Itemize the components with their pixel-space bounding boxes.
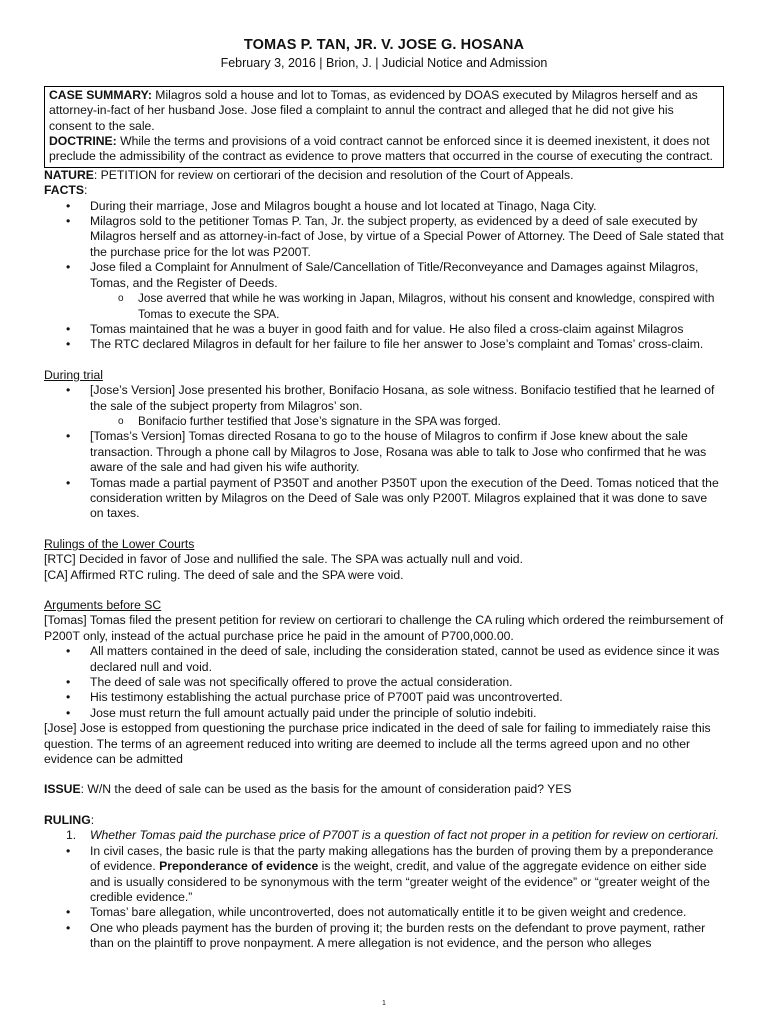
facts-label: FACTS xyxy=(44,183,84,198)
list-item: • [Tomas’s Version] Tomas directed Rosana to go to the house of Milagros to confirm if Jose knew about the sale transaction. Through a phone call by Milagros to Jose, Rosana was able to talk to Jose who confirmed that he was aware of the sale and had given his wife authority. xyxy=(44,429,724,475)
case-summary-text: Milagros sold a house and lot to Tomas, as evidenced by DOAS executed by Milagros herself and as attorney-in-fact of her husband Jose. Jose filed a complaint to annul the contract and alleged that he did not give his consent to the sale. xyxy=(49,87,698,133)
page-number: 1 xyxy=(382,1000,386,1007)
facts-list xyxy=(44,199,724,353)
ruling-list xyxy=(44,828,724,843)
list-item xyxy=(44,844,724,906)
jose-argument: [Jose] Jose is estopped from questioning the purchase price indicated in the deed of sale for failing to immediately raise this question. The terms of an agreement reduced into writing are deemed to include all the terms agreed upon and no other evidence can be admitted xyxy=(44,721,711,767)
document-page xyxy=(44,0,724,952)
trial-section xyxy=(44,368,724,522)
list-item: • The RTC declared Milagros in default for her failure to file her answer to Jose’s complaint and Tomas’ cross-claim. xyxy=(44,337,724,352)
list-item: • All matters contained in the deed of sale, including the consideration stated, cannot be used as evidence since it was declared null and void. xyxy=(44,644,724,675)
lower-courts-heading: Rulings of the Lower Courts xyxy=(44,536,195,551)
doctrine-label: DOCTRINE: xyxy=(49,134,117,149)
list-item: • One who pleads payment has the burden of proving it; the burden rests on the defendant to prove payment, rather than on the plaintiff to prove nonpayment. A mere allegation is not evidence, and the person who alleges xyxy=(44,921,724,952)
sub-list-item: o Bonifacio further testified that Jose’s signature in the SPA was forged. xyxy=(44,414,724,429)
text-run: is the weight, credit, and value of the aggregate evidence on either side and is usually considered to be synonymous with the term “greater weight of the evidence” or “greater weight of the credible evidence.” xyxy=(90,859,710,904)
list-item: • During their marriage, Jose and Milagros bought a house and lot located at Tinago, Naga City. xyxy=(44,199,724,214)
issue-section xyxy=(44,782,724,797)
list-item: • Tomas’ bare allegation, while uncontroverted, does not automatically entitle it to be given weight and credence. xyxy=(44,905,724,920)
trial-heading: During trial xyxy=(44,367,103,382)
ruling-colon: : xyxy=(90,812,95,827)
nature xyxy=(44,168,724,183)
doctrine xyxy=(49,134,719,165)
arguments-heading: Arguments before SC xyxy=(44,598,162,612)
tomas-argument: [Tomas] Tomas filed the present petition for review on certiorari to challenge the CA ruling which ordered the reimbursement of P200T only, instead of the actual purchase price he paid in the amount of P700,000.00. xyxy=(44,613,724,643)
numbered-item: 1. Whether Tomas paid the purchase price of P700T is a question of fact not proper in a petition for review on certiorari. xyxy=(44,828,724,843)
ca-ruling: [CA] Affirmed RTC ruling. The deed of sale and the SPA were void. xyxy=(44,567,404,582)
list-item: • Jose must return the full amount actually paid under the principle of solutio indebiti. xyxy=(44,706,724,721)
ruling-heading xyxy=(44,813,724,828)
issue-label: ISSUE xyxy=(44,782,81,797)
case-title: TOMAS P. TAN, JR. V. JOSE G. HOSANA xyxy=(243,37,525,53)
tomas-argument-list xyxy=(44,644,724,721)
rtc-ruling: [RTC] Decided in favor of Jose and nullified the sale. The SPA was actually null and void. xyxy=(44,552,523,567)
trial-list xyxy=(44,383,724,522)
facts-heading xyxy=(44,183,724,198)
list-item: • [Jose’s Version] Jose presented his brother, Bonifacio Hosana, as sole witness. Bonifacio testified that he learned of the sale of the subject property from Milagros’ son. xyxy=(44,383,724,414)
case-summary xyxy=(49,88,719,134)
list-item: • The deed of sale was not specifically offered to prove the actual consideration. xyxy=(44,675,724,690)
list-item: • Tomas maintained that he was a buyer in good faith and for value. He also filed a cross-claim against Milagros xyxy=(44,322,724,337)
summary-box xyxy=(44,86,724,168)
sub-list-item: o Jose averred that while he was working in Japan, Milagros, without his consent and knowledge, conspired with Tomas to execute the SPA. xyxy=(44,291,724,322)
list-item: • Tomas made a partial payment of P350T and another P350T upon the execution of the Deed. Tomas noticed that the consideration written by Milagros on the Deed of Sale was only P200T. Milagros explained that it was done to save on taxes. xyxy=(44,476,724,522)
facts-colon: : xyxy=(83,183,88,198)
term-bold: Preponderance of evidence xyxy=(159,859,319,874)
text-run: In civil cases, the basic rule is that the party making allegations has the burden of proving them by a preponderance of evidence. xyxy=(90,843,714,874)
nature-text: : PETITION for review on certiorari of the decision and resolution of the Court of Appeals. xyxy=(93,167,574,182)
doctrine-text: While the terms and provisions of a void contract cannot be enforced since it is deemed inexistent, it does not preclude the admissibility of the contract as evidence to prove matters that occurred in the course of executing the contract. xyxy=(49,134,713,164)
case-subtitle: February 3, 2016 | Brion, J. | Judicial Notice and Admission xyxy=(220,56,548,71)
list-item: • Milagros sold to the petitioner Tomas P. Tan, Jr. the subject property, as evidenced by a deed of sale executed by Milagros herself and as attorney-in-fact of Jose, by virtue of a Special Power of Attorney. The Deed of Sale stated that the purchase price for the lot was P200T. xyxy=(44,214,724,260)
issue-text: : W/N the deed of sale can be used as the basis for the amount of consideration paid? YES xyxy=(80,782,572,797)
ruling-section xyxy=(44,813,724,952)
list-item: • Jose filed a Complaint for Annulment of Sale/Cancellation of Title/Reconveyance and Damages against Milagros, Tomas, and the Register of Deeds. xyxy=(44,260,724,291)
case-summary-label: CASE SUMMARY: xyxy=(49,87,152,102)
lower-courts-section xyxy=(44,537,724,583)
ruling-label: RULING xyxy=(44,812,91,827)
issue xyxy=(44,782,724,797)
list-item: • His testimony establishing the actual purchase price of P700T paid was uncontroverted. xyxy=(44,690,724,705)
nature-label: NATURE xyxy=(44,167,94,182)
arguments-section xyxy=(44,598,724,767)
ruling-bullets xyxy=(44,844,724,952)
